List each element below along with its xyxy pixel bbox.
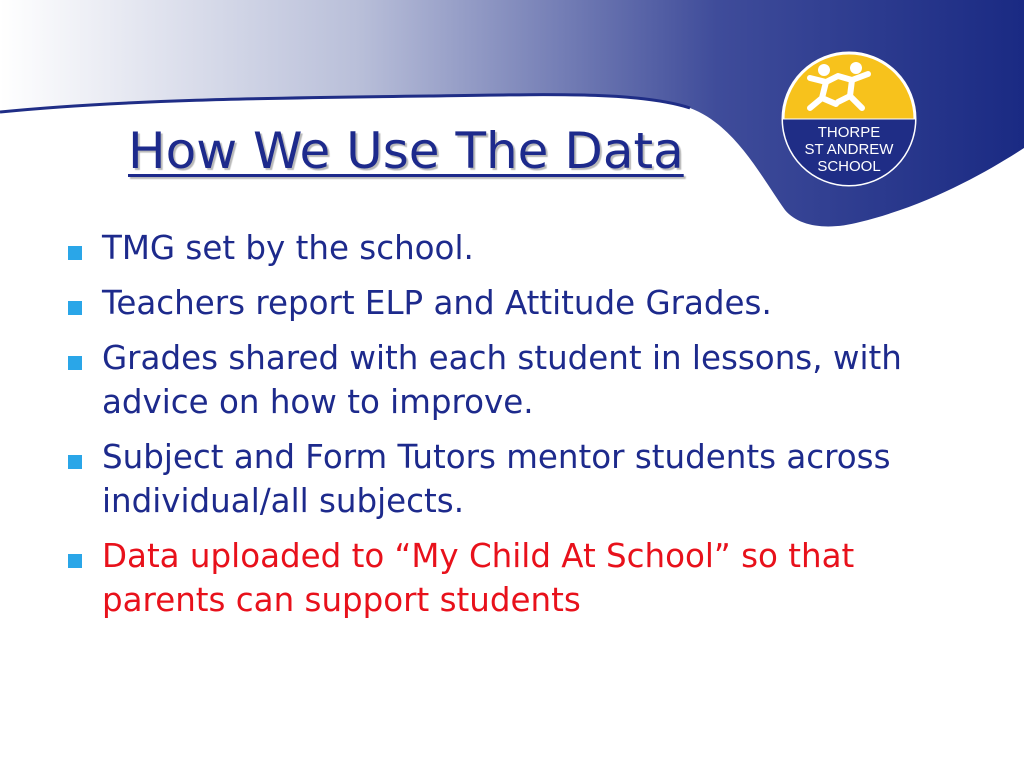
bullet-text: Data uploaded to “My Child At School” so that parents can support students	[102, 537, 855, 619]
logo-line2: ST ANDREW	[804, 141, 894, 158]
square-bullet-icon	[68, 554, 82, 568]
bullet-item	[60, 435, 960, 523]
bullet-item-highlighted	[60, 534, 960, 622]
school-logo	[780, 50, 918, 188]
square-bullet-icon	[68, 246, 82, 260]
bullet-list	[60, 226, 960, 633]
bullet-text: TMG set by the school.	[102, 229, 474, 267]
square-bullet-icon	[68, 301, 82, 315]
logo-line1: THORPE	[817, 124, 881, 141]
bullet-item	[60, 226, 960, 270]
page-title: How We Use The Data	[128, 122, 684, 180]
bullet-item	[60, 281, 960, 325]
bullet-text: Teachers report ELP and Attitude Grades.	[102, 284, 772, 322]
bullet-text: Subject and Form Tutors mentor students across individual/all subjects.	[102, 438, 891, 520]
bullet-text: Grades shared with each student in lessons, with advice on how to improve.	[102, 339, 902, 421]
square-bullet-icon	[68, 455, 82, 469]
bullet-item	[60, 336, 960, 424]
square-bullet-icon	[68, 356, 82, 370]
logo-line3: SCHOOL	[817, 158, 881, 175]
